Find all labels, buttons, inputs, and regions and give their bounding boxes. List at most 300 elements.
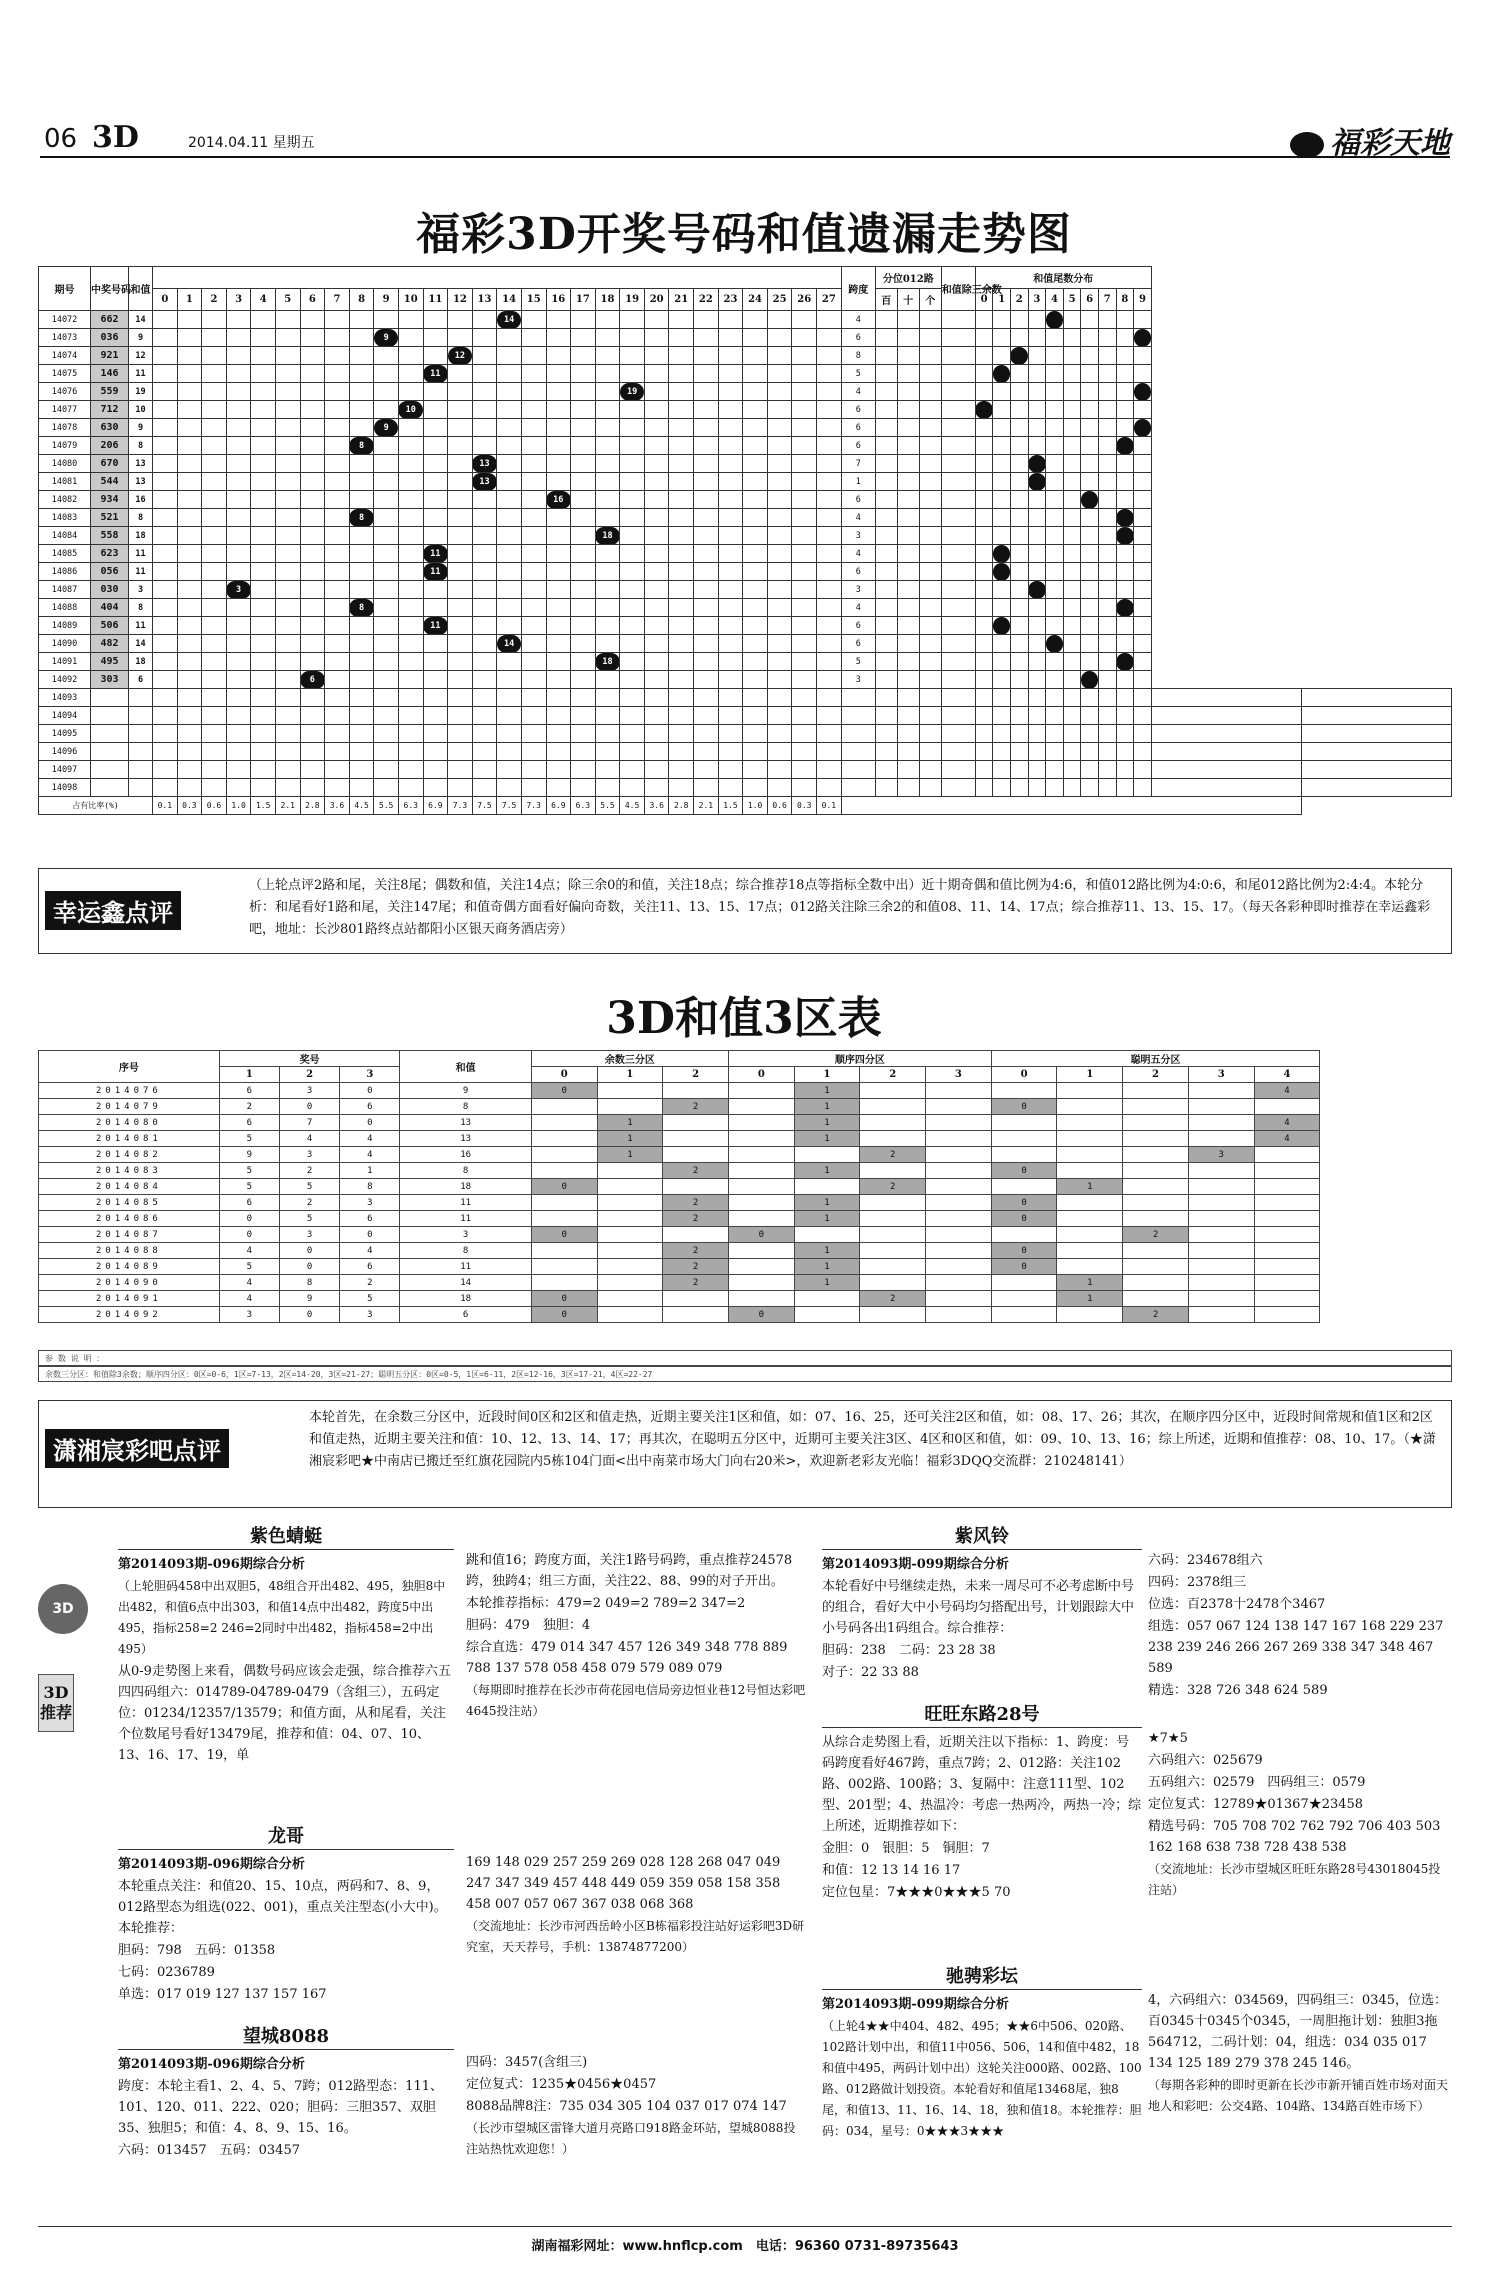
empty-cell bbox=[975, 761, 993, 779]
col-sum: 和值 bbox=[129, 267, 153, 311]
empty-cell bbox=[1151, 689, 1301, 707]
miss-cell bbox=[694, 599, 719, 617]
tail-cell bbox=[1063, 473, 1081, 491]
pos012-cell bbox=[919, 401, 941, 419]
empty-cell bbox=[300, 779, 325, 797]
empty-cell bbox=[1081, 725, 1099, 743]
tail-hit-marker bbox=[1116, 509, 1134, 527]
smart5-empty bbox=[991, 1275, 1057, 1291]
mod3-cell bbox=[941, 419, 975, 437]
miss-cell bbox=[398, 653, 423, 671]
sum-col-24: 24 bbox=[743, 289, 768, 311]
miss-cell bbox=[325, 401, 350, 419]
mod3-cell bbox=[941, 491, 975, 509]
column-line: 金胆：0 银胆：5 铜胆：7 bbox=[822, 1841, 990, 1856]
empty-cell bbox=[1301, 725, 1451, 743]
order4-empty bbox=[728, 1291, 794, 1307]
sum-col-18: 18 bbox=[595, 289, 620, 311]
digit-cell: 4 bbox=[279, 1131, 339, 1147]
miss-cell bbox=[669, 401, 694, 419]
digit-cell: 5 bbox=[219, 1259, 279, 1275]
winning-number-cell: 146 bbox=[91, 365, 129, 383]
empty-cell bbox=[546, 779, 571, 797]
percent-cell: 0.6 bbox=[202, 797, 227, 815]
tail-cell bbox=[1063, 635, 1081, 653]
pos012-cell bbox=[875, 653, 897, 671]
miss-cell bbox=[275, 455, 300, 473]
empty-cell bbox=[349, 779, 374, 797]
miss-cell bbox=[202, 419, 227, 437]
order4-empty bbox=[728, 1131, 794, 1147]
smart5-empty bbox=[1123, 1099, 1189, 1115]
tail-cell bbox=[1098, 383, 1116, 401]
trend-row bbox=[39, 653, 1452, 671]
miss-cell bbox=[792, 455, 817, 473]
miss-cell bbox=[251, 365, 276, 383]
empty-cell bbox=[1010, 689, 1028, 707]
tail-cell bbox=[1063, 401, 1081, 419]
empty-cell bbox=[1301, 761, 1451, 779]
miss-cell bbox=[251, 455, 276, 473]
percent-cell: 3.6 bbox=[644, 797, 669, 815]
tail-cell bbox=[1134, 617, 1152, 635]
miss-cell bbox=[325, 581, 350, 599]
miss-cell bbox=[669, 671, 694, 689]
miss-cell bbox=[669, 347, 694, 365]
digit-cell: 8 bbox=[279, 1275, 339, 1291]
empty-cell bbox=[1098, 689, 1116, 707]
miss-cell bbox=[817, 419, 842, 437]
percent-cell: 0.1 bbox=[153, 797, 178, 815]
miss-cell bbox=[423, 599, 448, 617]
empty-cell bbox=[718, 707, 743, 725]
empty-cell bbox=[644, 743, 669, 761]
miss-cell bbox=[497, 419, 522, 437]
miss-cell bbox=[423, 455, 448, 473]
col-issue: 期号 bbox=[39, 267, 91, 311]
issue-cell: 2014085 bbox=[39, 1195, 220, 1211]
column-line: 4，六码组六：034569，四码组三：0345，位选：百0345十0345个0345，一周胆拖计划：独胆3拖564712，二码计划：04，组选：034 035 017 134 125 189 279 378 245 146。 bbox=[1148, 1993, 1447, 2071]
tail-cell bbox=[1116, 635, 1134, 653]
miss-cell bbox=[767, 653, 792, 671]
miss-cell bbox=[792, 653, 817, 671]
miss-cell bbox=[620, 365, 645, 383]
tail-col: 4 bbox=[1046, 289, 1064, 311]
blank-row bbox=[39, 689, 1452, 707]
sum-cell: 11 bbox=[400, 1259, 531, 1275]
empty-cell bbox=[694, 707, 719, 725]
span-cell: 4 bbox=[841, 311, 875, 329]
tail-cell bbox=[993, 401, 1011, 419]
empty-cell bbox=[423, 761, 448, 779]
percent-cell: 1.0 bbox=[226, 797, 251, 815]
trend-subheader-row bbox=[39, 289, 1452, 311]
order4-empty bbox=[926, 1115, 992, 1131]
miss-cell bbox=[325, 671, 350, 689]
empty-cell bbox=[644, 707, 669, 725]
miss-cell bbox=[325, 563, 350, 581]
tail-cell bbox=[1010, 599, 1028, 617]
miss-cell bbox=[325, 635, 350, 653]
mod3-empty bbox=[531, 1147, 597, 1163]
trend-row bbox=[39, 329, 1452, 347]
sum-cell: 8 bbox=[400, 1243, 531, 1259]
empty-cell bbox=[226, 725, 251, 743]
miss-cell bbox=[349, 653, 374, 671]
miss-cell bbox=[743, 455, 768, 473]
smart5-hit: 4 bbox=[1254, 1115, 1320, 1131]
miss-cell bbox=[546, 653, 571, 671]
sum-cell: 18 bbox=[129, 653, 153, 671]
miss-cell bbox=[325, 365, 350, 383]
empty-cell bbox=[275, 761, 300, 779]
tail-cell bbox=[1134, 473, 1152, 491]
miss-cell bbox=[300, 401, 325, 419]
miss-cell bbox=[595, 383, 620, 401]
miss-cell bbox=[374, 617, 399, 635]
mod3-hit: 2 bbox=[663, 1163, 729, 1179]
digit-cell: 0 bbox=[340, 1227, 400, 1243]
brand-title: 福彩天地 bbox=[1290, 118, 1450, 162]
miss-cell bbox=[767, 509, 792, 527]
mod3-empty bbox=[663, 1179, 729, 1195]
miss-cell bbox=[349, 311, 374, 329]
tail-cell bbox=[975, 455, 993, 473]
miss-cell bbox=[694, 671, 719, 689]
miss-cell bbox=[521, 635, 546, 653]
order4-hit: 1 bbox=[794, 1243, 860, 1259]
mod3-empty bbox=[663, 1131, 729, 1147]
empty-cell bbox=[669, 761, 694, 779]
empty-cell bbox=[1063, 779, 1081, 797]
miss-cell bbox=[767, 311, 792, 329]
miss-cell bbox=[472, 617, 497, 635]
zone-note: 余数三分区：和值除3余数；顺序四分区：0区=0-6，1区=7-13，2区=14-20，3区=21-27；聪明五分区：0区=0-5，1区=6-11，2区=12-16，3区=17-21，4区=22-27 bbox=[38, 1366, 1452, 1382]
zone-subcol: 4 bbox=[1254, 1067, 1320, 1083]
miss-cell bbox=[743, 671, 768, 689]
pos012-cell bbox=[875, 437, 897, 455]
tail-cell bbox=[1134, 347, 1152, 365]
tail-cell bbox=[1010, 383, 1028, 401]
pos012-cell bbox=[919, 473, 941, 491]
tail-cell bbox=[975, 347, 993, 365]
pos012-cell bbox=[875, 311, 897, 329]
mod3-cell bbox=[941, 401, 975, 419]
tail-hit-marker bbox=[1028, 455, 1046, 473]
column-line: 四码：2378组三 bbox=[1148, 1575, 1247, 1590]
sum-col-1: 1 bbox=[177, 289, 202, 311]
zone-note-header: 参 数 说 明 ： bbox=[38, 1350, 1452, 1366]
smart5-empty bbox=[1188, 1115, 1254, 1131]
sum-hit-marker: 11 bbox=[423, 563, 448, 581]
issue-cell: 2014081 bbox=[39, 1131, 220, 1147]
issue-cell: 2014083 bbox=[39, 1163, 220, 1179]
zone-header-row bbox=[39, 1051, 1452, 1067]
miss-cell bbox=[472, 401, 497, 419]
smart5-hit: 0 bbox=[991, 1243, 1057, 1259]
miss-cell bbox=[177, 617, 202, 635]
pos012-cell bbox=[919, 347, 941, 365]
order4-empty bbox=[860, 1227, 926, 1243]
tail-cell bbox=[975, 617, 993, 635]
sum-cell: 16 bbox=[400, 1147, 531, 1163]
miss-cell bbox=[472, 419, 497, 437]
mod3-empty bbox=[597, 1227, 663, 1243]
pos012-cell bbox=[875, 563, 897, 581]
section-name: 3D bbox=[92, 120, 139, 155]
tail-cell bbox=[1134, 509, 1152, 527]
miss-cell bbox=[325, 545, 350, 563]
winning-number-cell: 030 bbox=[91, 581, 129, 599]
miss-cell bbox=[472, 635, 497, 653]
empty-cell bbox=[620, 743, 645, 761]
miss-cell bbox=[226, 671, 251, 689]
mod3-cell bbox=[941, 383, 975, 401]
sum-hit-marker: 14 bbox=[497, 635, 522, 653]
percent-cell: 1.0 bbox=[743, 797, 768, 815]
pos012-cell bbox=[875, 545, 897, 563]
miss-cell bbox=[644, 437, 669, 455]
miss-cell bbox=[202, 347, 227, 365]
pos012-cell bbox=[919, 671, 941, 689]
miss-cell bbox=[694, 437, 719, 455]
digit-cell: 5 bbox=[279, 1179, 339, 1195]
empty-cell bbox=[919, 743, 941, 761]
issue-heading: 第2014093期-096期综合分析 bbox=[118, 2057, 305, 2072]
pos012-cell bbox=[897, 653, 919, 671]
miss-cell bbox=[644, 365, 669, 383]
empty-cell bbox=[718, 689, 743, 707]
miss-cell bbox=[325, 437, 350, 455]
empty-cell bbox=[1116, 689, 1134, 707]
empty-cell bbox=[546, 707, 571, 725]
winning-number-cell: 056 bbox=[91, 563, 129, 581]
miss-cell bbox=[300, 311, 325, 329]
pos012-cell bbox=[919, 383, 941, 401]
smart5-empty bbox=[1057, 1131, 1123, 1147]
zone-row bbox=[39, 1099, 1452, 1115]
column-longge bbox=[118, 1824, 454, 2006]
empty-cell bbox=[743, 779, 768, 797]
sum-hit-marker: 16 bbox=[546, 491, 571, 509]
empty-cell bbox=[1046, 707, 1064, 725]
empty-cell bbox=[177, 779, 202, 797]
tail-cell bbox=[1116, 455, 1134, 473]
miss-cell bbox=[792, 671, 817, 689]
digit-cell: 3 bbox=[279, 1147, 339, 1163]
empty-cell bbox=[620, 725, 645, 743]
percent-cell: 0.1 bbox=[817, 797, 842, 815]
tail-col: 3 bbox=[1028, 289, 1046, 311]
empty-cell bbox=[325, 707, 350, 725]
miss-cell bbox=[251, 599, 276, 617]
miss-cell bbox=[743, 545, 768, 563]
miss-cell bbox=[398, 311, 423, 329]
smart5-empty bbox=[1057, 1211, 1123, 1227]
empty-cell bbox=[975, 779, 993, 797]
miss-cell bbox=[571, 437, 596, 455]
page-header bbox=[40, 118, 1450, 161]
miss-cell bbox=[374, 599, 399, 617]
miss-cell bbox=[374, 581, 399, 599]
miss-cell bbox=[202, 545, 227, 563]
tail-cell bbox=[1046, 527, 1064, 545]
miss-cell bbox=[743, 617, 768, 635]
miss-cell bbox=[374, 365, 399, 383]
empty-cell bbox=[941, 779, 975, 797]
empty-cell bbox=[875, 761, 897, 779]
issue-cell: 14082 bbox=[39, 491, 91, 509]
miss-cell bbox=[620, 419, 645, 437]
miss-cell bbox=[153, 329, 178, 347]
miss-cell bbox=[546, 545, 571, 563]
empty-cell bbox=[841, 761, 875, 779]
tail-cell bbox=[1046, 347, 1064, 365]
miss-cell bbox=[226, 473, 251, 491]
miss-cell bbox=[202, 617, 227, 635]
pos012-cell bbox=[897, 311, 919, 329]
col-smart5: 聪明五分区 bbox=[991, 1051, 1320, 1067]
miss-cell bbox=[521, 401, 546, 419]
miss-cell bbox=[153, 311, 178, 329]
tail-cell bbox=[975, 329, 993, 347]
empty-cell bbox=[571, 689, 596, 707]
miss-cell bbox=[595, 599, 620, 617]
miss-cell bbox=[718, 635, 743, 653]
tail-hit-marker bbox=[975, 401, 993, 419]
tail-cell bbox=[1116, 671, 1134, 689]
empty-cell bbox=[398, 707, 423, 725]
miss-cell bbox=[644, 617, 669, 635]
tail-cell bbox=[975, 509, 993, 527]
empty-cell bbox=[374, 779, 399, 797]
digit-cell: 9 bbox=[279, 1291, 339, 1307]
miss-cell bbox=[374, 527, 399, 545]
tail-cell bbox=[1010, 491, 1028, 509]
smart5-empty bbox=[1057, 1259, 1123, 1275]
tail-cell bbox=[1098, 509, 1116, 527]
order4-empty bbox=[728, 1147, 794, 1163]
smart5-empty bbox=[991, 1083, 1057, 1099]
empty-cell bbox=[897, 689, 919, 707]
zone-subcol: 1 bbox=[597, 1067, 663, 1083]
miss-cell bbox=[472, 527, 497, 545]
empty-cell bbox=[129, 743, 153, 761]
tail-cell bbox=[1063, 329, 1081, 347]
tail-cell bbox=[1134, 437, 1152, 455]
tail-cell bbox=[975, 437, 993, 455]
empty-cell bbox=[202, 743, 227, 761]
zone-row bbox=[39, 1147, 1452, 1163]
span-cell: 4 bbox=[841, 383, 875, 401]
empty-cell bbox=[792, 779, 817, 797]
trend-chart-title: 福彩3D开奖号码和值遗漏走势图 bbox=[416, 209, 1072, 260]
tail-hit-marker bbox=[1134, 419, 1152, 437]
miss-cell bbox=[546, 635, 571, 653]
empty-cell bbox=[521, 761, 546, 779]
miss-cell bbox=[718, 419, 743, 437]
pos012-cell bbox=[897, 383, 919, 401]
empty-cell bbox=[153, 779, 178, 797]
empty-cell bbox=[595, 725, 620, 743]
miss-cell bbox=[792, 635, 817, 653]
order4-empty bbox=[794, 1147, 860, 1163]
column-line: 定位复式：1235★0456★0457 bbox=[466, 2077, 657, 2092]
empty-cell bbox=[975, 743, 993, 761]
miss-cell bbox=[571, 599, 596, 617]
mod3-empty bbox=[531, 1211, 597, 1227]
miss-cell bbox=[595, 509, 620, 527]
column-title: 紫色蜻蜓 bbox=[118, 1524, 454, 1550]
sum-col-20: 20 bbox=[644, 289, 669, 311]
miss-cell bbox=[202, 401, 227, 419]
miss-cell bbox=[644, 419, 669, 437]
miss-cell bbox=[743, 653, 768, 671]
comment-tag: 幸运鑫点评 bbox=[45, 891, 181, 930]
miss-cell bbox=[792, 347, 817, 365]
column-chicheng-cont bbox=[1148, 1990, 1452, 2118]
empty-cell bbox=[129, 779, 153, 797]
tail-cell bbox=[975, 581, 993, 599]
percent-cell: 1.5 bbox=[251, 797, 276, 815]
miss-cell bbox=[349, 671, 374, 689]
miss-cell bbox=[398, 365, 423, 383]
percent-cell: 6.9 bbox=[546, 797, 571, 815]
miss-cell bbox=[251, 509, 276, 527]
tail-cell bbox=[1046, 401, 1064, 419]
miss-cell bbox=[595, 581, 620, 599]
miss-cell bbox=[669, 473, 694, 491]
miss-cell bbox=[694, 329, 719, 347]
miss-cell bbox=[177, 491, 202, 509]
smart5-empty bbox=[1188, 1243, 1254, 1259]
miss-cell bbox=[669, 527, 694, 545]
miss-cell bbox=[374, 653, 399, 671]
empty-cell bbox=[1081, 761, 1099, 779]
sum-hit-marker: 6 bbox=[300, 671, 325, 689]
smart5-empty bbox=[1188, 1307, 1254, 1323]
miss-cell bbox=[718, 581, 743, 599]
smart5-empty bbox=[1254, 1291, 1320, 1307]
tail-cell bbox=[1116, 365, 1134, 383]
zone-table bbox=[38, 1050, 1452, 1323]
miss-cell bbox=[398, 599, 423, 617]
order4-hit: 1 bbox=[794, 1115, 860, 1131]
miss-cell bbox=[398, 617, 423, 635]
empty-cell bbox=[919, 707, 941, 725]
tail-cell bbox=[1063, 545, 1081, 563]
miss-cell bbox=[595, 455, 620, 473]
digit-cell: 4 bbox=[219, 1243, 279, 1259]
tail-cell bbox=[1046, 545, 1064, 563]
miss-cell bbox=[472, 491, 497, 509]
miss-cell bbox=[448, 365, 473, 383]
miss-cell bbox=[202, 671, 227, 689]
pos012-cell bbox=[919, 545, 941, 563]
miss-cell bbox=[177, 509, 202, 527]
miss-cell bbox=[497, 509, 522, 527]
miss-cell bbox=[521, 509, 546, 527]
miss-cell bbox=[497, 383, 522, 401]
tail-cell bbox=[993, 419, 1011, 437]
column-line: 定位包星：7★★★0★★★5 70 bbox=[822, 1885, 1011, 1900]
order4-empty bbox=[926, 1195, 992, 1211]
percent-cell: 5.5 bbox=[374, 797, 399, 815]
empty-cell bbox=[718, 761, 743, 779]
tail-cell bbox=[1063, 491, 1081, 509]
miss-cell bbox=[571, 617, 596, 635]
empty-cell bbox=[571, 725, 596, 743]
